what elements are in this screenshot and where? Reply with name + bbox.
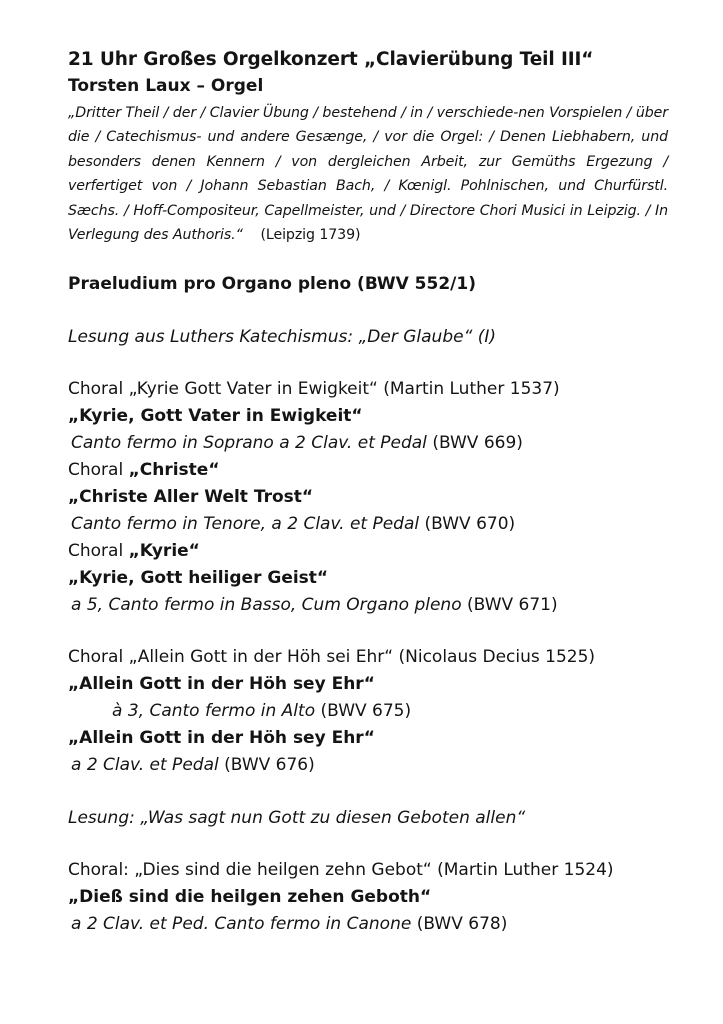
intro-text: „Dritter Theil / der / Clavier Übung / bestehend / in / verschiede-nen Vorspielen / über die / Catechismus- und andere Gesænge, / vor die Orgel: / Denen Liebhabern, und besonders denen Kennern / von dergleichen Arbeit, zur Gemüths Ergezung / verfertiget von / Johann Sebastian Bach, / Kœnigl. Pohlnischen, und Churfürstl. Sæchs. / Hoff-Compositeur, Capellmeister, und / Directore Chori Musici in Leipzig. / In Verlegung des Authoris.“ (68, 105, 668, 244)
bwv-number: (BWV 675) (320, 701, 412, 722)
bwv-number: (BWV 676) (224, 755, 315, 776)
work-details (68, 511, 668, 538)
intro-quote (68, 101, 668, 247)
work-details (68, 752, 668, 779)
section-gebote (68, 857, 668, 938)
section-allein (68, 644, 668, 779)
work-description: Canto fermo in Tenore, a 2 Clav. et Pedal (71, 514, 420, 535)
choral-name: „Kyrie“ (128, 541, 200, 562)
bwv-number: (BWV 671) (467, 595, 558, 616)
reading-2: Lesung: „Was sagt nun Gott zu diesen Geboten allen“ (68, 808, 526, 829)
work-description: a 2 Clav. et Pedal (71, 755, 219, 776)
work-description: à 3, Canto fermo in Alto (112, 701, 316, 722)
bwv-number: (BWV 678) (416, 914, 508, 935)
work-title: „Allein Gott in der Höh sey Ehr“ (68, 728, 375, 749)
choral-kyrie-2 (68, 538, 668, 565)
work-title: „Dieß sind die heilgen zehen Geboth“ (68, 887, 432, 908)
work-title: „Kyrie, Gott Vater in Ewigkeit“ (68, 406, 363, 427)
prelude-item: Praeludium pro Organo pleno (BWV 552/1) (68, 274, 476, 295)
program-page (68, 36, 668, 938)
work-title: „Allein Gott in der Höh sey Ehr“ (68, 674, 375, 695)
bwv-number: (BWV 670) (424, 514, 516, 535)
bwv-number: (BWV 669) (432, 433, 523, 454)
choral-allein: Choral „Allein Gott in der Höh sei Ehr“ (Nicolaus Decius 1525) (68, 647, 596, 668)
concert-title: 21 Uhr Großes Orgelkonzert „Clavierübung Teil III“ (68, 49, 594, 70)
choral-christe (68, 457, 668, 484)
reading-1: Lesung aus Luthers Katechismus: „Der Glaube“ (I) (68, 327, 497, 348)
choral-gebote: Choral: „Dies sind die heilgen zehn Gebot“ (Martin Luther 1524) (68, 860, 614, 881)
work-title: „Kyrie, Gott heiliger Geist“ (68, 568, 329, 589)
work-details (68, 592, 668, 619)
section-kyrie (68, 376, 668, 619)
work-details (68, 430, 668, 457)
intro-year: (Leipzig 1739) (260, 227, 361, 244)
work-description: Canto fermo in Soprano a 2 Clav. et Pedal (71, 433, 427, 454)
choral-name: „Christe“ (128, 460, 220, 481)
work-title: „Christe Aller Welt Trost“ (68, 487, 314, 508)
work-description: a 2 Clav. et Ped. Canto fermo in Canone (71, 914, 412, 935)
work-details (68, 698, 668, 725)
choral-label: Choral (68, 460, 129, 481)
choral-label: Choral (68, 541, 129, 562)
choral-kyrie: Choral „Kyrie Gott Vater in Ewigkeit“ (Martin Luther 1537) (68, 379, 560, 400)
work-description: a 5, Canto fermo in Basso, Cum Organo pleno (71, 595, 462, 616)
work-details (68, 911, 668, 938)
performer: Torsten Laux – Orgel (68, 76, 264, 96)
